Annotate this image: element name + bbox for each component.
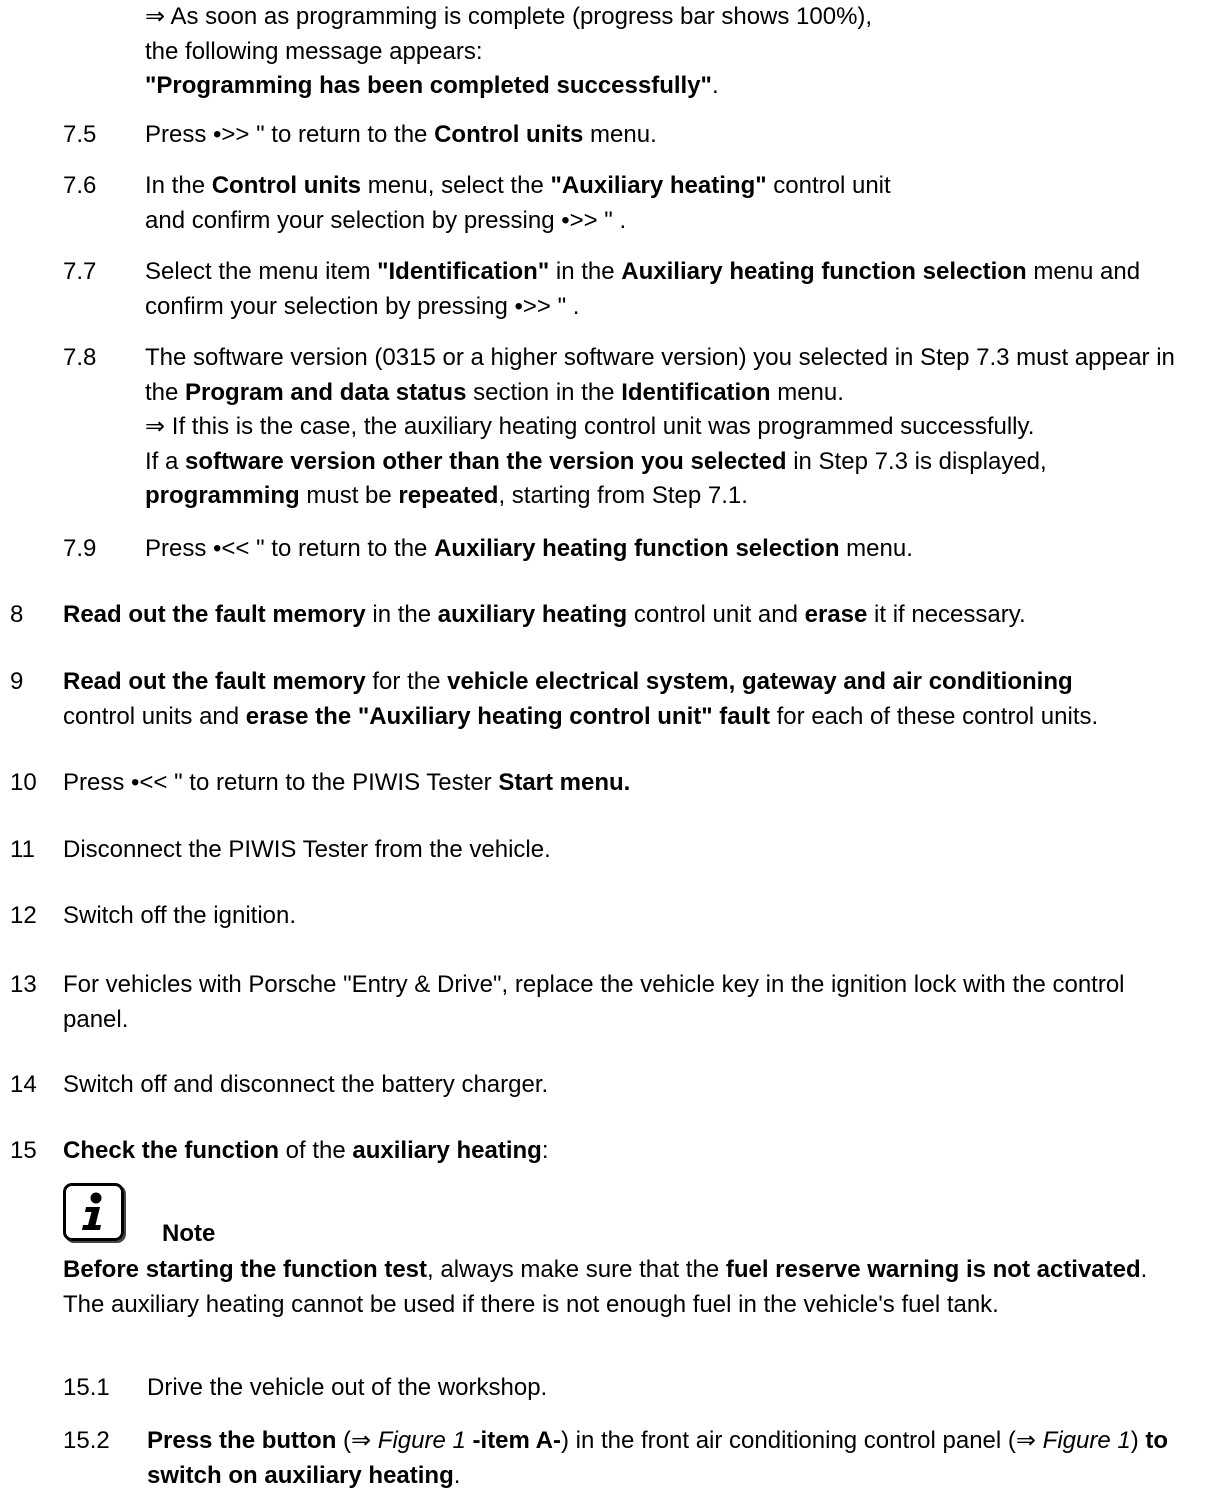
step-text — [63, 665, 1098, 734]
note-title: Note — [162, 1220, 216, 1247]
text-run: . — [1140, 1256, 1148, 1283]
step-text — [63, 766, 630, 801]
text-line — [63, 665, 1098, 700]
bold-text-run: Before starting the function test — [63, 1256, 428, 1283]
step-text — [63, 968, 1125, 1037]
text-run: control unit and — [627, 601, 805, 628]
text-run: For vehicles with Porsche "Entry & Drive", replace the vehicle key in the ignition lock with the control — [63, 971, 1125, 998]
text-line — [63, 899, 296, 934]
step-text — [63, 899, 296, 934]
text-line — [63, 833, 551, 868]
text-run: menu. — [839, 535, 913, 562]
text-run: it if necessary. — [867, 601, 1026, 628]
text-run: for each of these control units. — [769, 702, 1099, 730]
text-line — [63, 598, 1026, 633]
text-run: the following message appears: — [145, 37, 483, 65]
text-line — [145, 341, 1175, 376]
step-number: 15.2 — [63, 1427, 110, 1454]
text-line — [147, 1459, 1168, 1494]
figure-reference: ⇒ Figure 1 — [351, 1427, 466, 1454]
text-run: Press •<< " to return to the — [145, 535, 435, 562]
bold-text-run: Program and data status — [185, 378, 467, 406]
text-run: section in the — [466, 378, 622, 406]
text-run: of the — [279, 1137, 353, 1164]
text-run: menu, select the — [361, 172, 551, 199]
text-run: Switch off and disconnect the battery charger. — [63, 1071, 549, 1098]
step-text — [145, 118, 657, 153]
step-text — [145, 341, 1175, 514]
text-line — [145, 35, 872, 70]
step-number: 9 — [10, 668, 24, 695]
step-number: 11 — [10, 836, 35, 863]
text-line — [145, 376, 1175, 411]
step-number: 10 — [10, 769, 37, 796]
step-number: 7.7 — [63, 258, 97, 285]
step-number: 12 — [10, 902, 37, 929]
text-run: In the — [145, 172, 212, 199]
step-number: 15 — [10, 1137, 37, 1164]
text-run: . — [453, 1461, 461, 1489]
text-run: , always make sure that the — [427, 1256, 726, 1283]
bold-text-run: -item A- — [465, 1427, 561, 1454]
text-line — [145, 204, 891, 239]
text-run: The auxiliary heating cannot be used if there is not enough fuel in the vehicle's fuel tank. — [63, 1290, 999, 1318]
bold-text-run: Start menu. — [498, 769, 631, 796]
text-line — [63, 1134, 548, 1169]
text-line — [145, 290, 1140, 325]
bold-text-run: Auxiliary heating function selection — [621, 258, 1027, 285]
text-run: in the — [549, 258, 622, 285]
text-run: ( — [336, 1427, 352, 1454]
text-run: If a — [145, 447, 186, 475]
step-text — [147, 1371, 547, 1406]
text-line — [145, 69, 872, 104]
text-line — [145, 255, 1140, 290]
text-run: The software version (0315 or a higher software version) you selected in Step 7.3 must appear in — [145, 344, 1175, 371]
text-run: control unit — [766, 172, 891, 199]
info-icon — [63, 1183, 124, 1241]
text-line — [145, 169, 891, 204]
text-line — [63, 1288, 1147, 1323]
text-run: menu and — [1026, 258, 1141, 285]
bold-text-run: Identification — [621, 378, 771, 406]
text-run: menu. — [583, 121, 657, 148]
text-line — [145, 0, 872, 35]
text-run: Press •>> " to return to the — [145, 121, 435, 148]
text-run: Drive the vehicle out of the workshop. — [147, 1374, 548, 1401]
step-number: 13 — [10, 971, 37, 998]
text-run: , starting from Step 7.1. — [498, 482, 748, 509]
bold-text-run: erase the "Auxiliary heating control unit" fault — [245, 702, 770, 730]
bold-text-run: Check the function — [63, 1137, 280, 1164]
text-line — [147, 1424, 1168, 1459]
text-run: ⇒ If this is the case, the auxiliary heating control unit was programmed successfully. — [145, 413, 1035, 440]
intro-text — [145, 0, 872, 104]
bold-text-run: software version other than the version you selected — [185, 447, 787, 475]
step-text — [145, 169, 891, 238]
step-number: 7.8 — [63, 344, 97, 371]
bold-text-run: "Identification" — [377, 258, 550, 285]
bold-text-run: vehicle electrical system, gateway and air conditioning — [447, 668, 1073, 695]
text-run: Press •<< " to return to the PIWIS Tester — [63, 769, 499, 796]
text-run: menu. — [770, 378, 844, 406]
text-line — [63, 1253, 1147, 1288]
bold-text-run: auxiliary heating — [437, 601, 628, 628]
text-line — [147, 1371, 547, 1406]
step-number: 7.6 — [63, 172, 97, 199]
text-line — [145, 445, 1175, 480]
text-run: the — [145, 378, 186, 406]
text-run: Switch off the ignition. — [63, 902, 297, 929]
bold-text-run: Auxiliary heating function selection — [434, 535, 840, 562]
bold-text-run: auxiliary heating — [352, 1137, 542, 1164]
step-number: 14 — [10, 1071, 37, 1098]
bold-text-run: Read out the fault memory — [63, 668, 366, 695]
bold-text-run: erase — [804, 601, 868, 628]
bold-text-run: Press the button — [147, 1427, 337, 1454]
bold-text-run: fuel reserve warning is not activated — [725, 1256, 1141, 1283]
text-run: and confirm your selection by pressing •>> " . — [145, 206, 627, 234]
bold-text-run: "Auxiliary heating" — [550, 172, 767, 199]
note-text — [63, 1253, 1147, 1322]
step-text — [63, 1068, 548, 1103]
text-run: in Step 7.3 is displayed, — [786, 447, 1047, 475]
step-number: 7.5 — [63, 121, 97, 148]
step-text — [145, 255, 1140, 324]
bold-text-run: programming — [145, 482, 300, 509]
text-run: ⇒ As soon as programming is complete (progress bar shows 100%), — [145, 3, 873, 30]
step-text — [145, 532, 913, 567]
step-text — [63, 1134, 548, 1169]
text-run: : — [541, 1137, 549, 1164]
text-run: ) — [1130, 1427, 1146, 1454]
bold-text-run: Read out the fault memory — [63, 601, 366, 628]
text-line — [63, 766, 630, 801]
text-run: in the — [365, 601, 438, 628]
text-run: confirm your selection by pressing •>> " . — [145, 292, 580, 320]
bold-text-run: repeated — [398, 482, 499, 509]
step-number: 7.9 — [63, 535, 97, 562]
text-line — [63, 1003, 1125, 1038]
info-glyph — [66, 1186, 121, 1238]
text-run: . — [711, 72, 719, 99]
text-line — [63, 1068, 548, 1103]
step-number: 15.1 — [63, 1374, 110, 1401]
step-number: 8 — [10, 601, 24, 628]
bold-text-run: Control units — [211, 172, 362, 199]
text-run: control units and — [63, 702, 246, 730]
text-line — [145, 118, 657, 153]
step-text — [63, 598, 1026, 633]
text-run: must be — [299, 482, 399, 509]
text-line — [145, 410, 1175, 445]
step-text — [63, 833, 551, 868]
bold-text-run: switch on auxiliary heating — [147, 1461, 454, 1489]
text-line — [63, 968, 1125, 1003]
step-text — [147, 1424, 1168, 1493]
text-run: for the — [365, 668, 448, 695]
text-line — [63, 700, 1098, 735]
text-run: Select the menu item — [145, 258, 378, 285]
bold-text-run: Control units — [434, 121, 584, 148]
bold-text-run: to — [1145, 1427, 1169, 1454]
text-line — [145, 479, 1175, 514]
text-run: ) in the front air conditioning control panel ( — [560, 1427, 1016, 1454]
figure-reference: ⇒ Figure 1 — [1015, 1427, 1131, 1454]
success-message: "Programming has been completed successfully" — [145, 72, 712, 99]
text-run: panel. — [63, 1005, 129, 1033]
text-run: Disconnect the PIWIS Tester from the vehicle. — [63, 836, 551, 863]
text-line — [145, 532, 913, 567]
